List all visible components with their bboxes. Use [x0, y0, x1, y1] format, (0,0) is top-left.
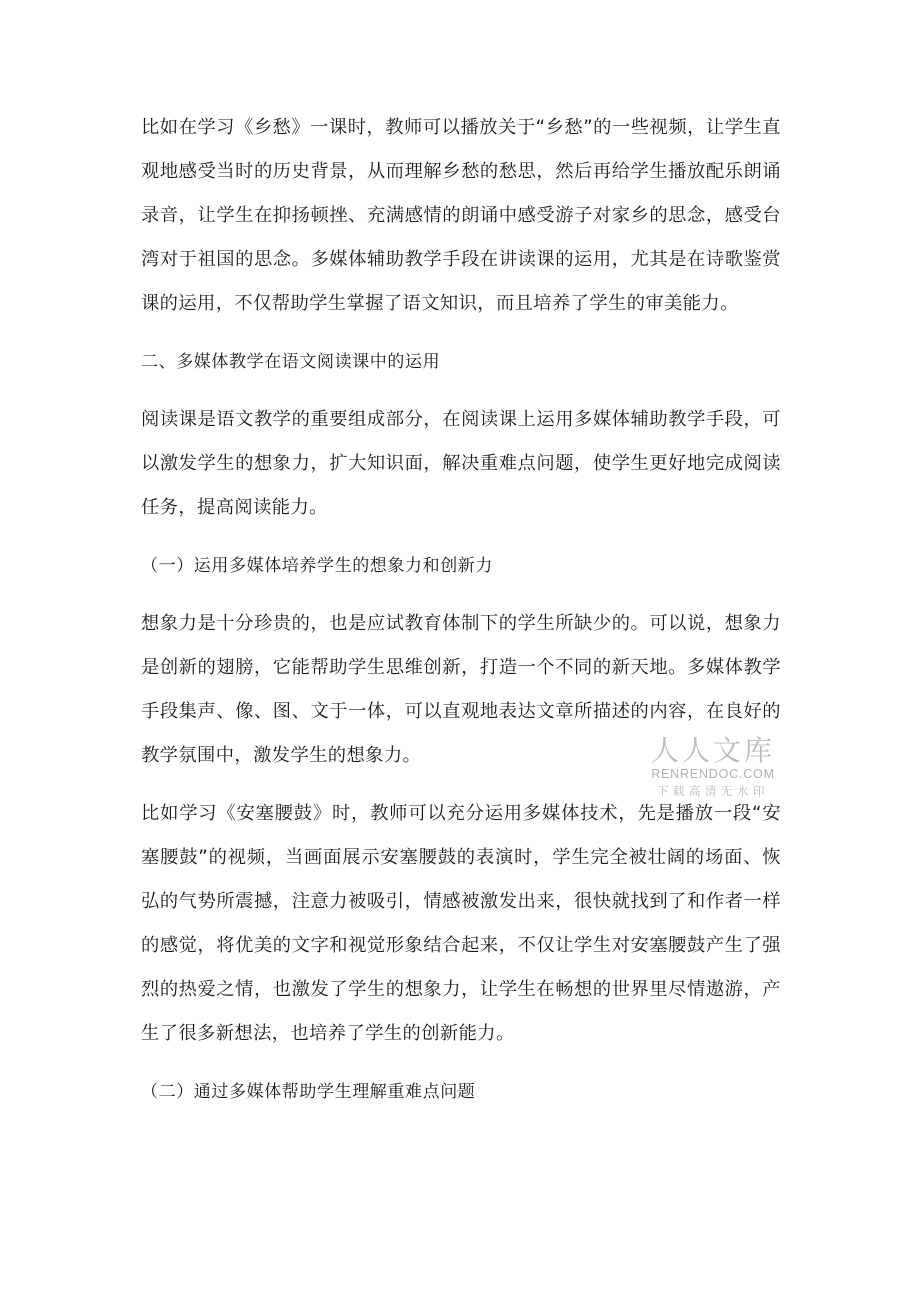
watermark-title: 人人文库 — [650, 734, 775, 767]
watermark — [648, 736, 778, 800]
paragraph-reading-class-intro: 阅读课是语文教学的重要组成部分，在阅读课上运用多媒体辅助教学手段，可以激发学生的想象力，扩大知识面，解决重难点问题，使学生更好地完成阅读任务，提高阅读能力。 — [141, 409, 781, 518]
subsection-heading-imagination: （一）运用多媒体培养学生的想象力和创新力 — [141, 556, 493, 576]
paragraph-xiangchou-example: 比如在学习《乡愁》一课时，教师可以播放关于“乡愁”的一些视频，让学生直观地感受当时的历史背景，从而理解乡愁的愁思，然后再给学生播放配乐朗诵录音，让学生在抑扬顿挫、充满感情的朗诵中感受游子对家乡的思念，感受台湾对于祖国的思念。多媒体辅助教学手段在讲读课的运用，尤其是在诗歌鉴赏课的运用，不仅帮助学生掌握了语文知识，而且培养了学生的审美能力。 — [141, 117, 781, 314]
document-body — [141, 106, 781, 1114]
paragraph-ansai-drum-example: 比如学习《安塞腰鼓》时，教师可以充分运用多媒体技术，先是播放一段“安塞腰鼓”的视频，当画面展示安塞腰鼓的表演时，学生完全被壮阔的场面、恢弘的气势所震撼，注意力被吸引，情感被激发出来，很快就找到了和作者一样的感觉，将优美的文字和视觉形象结合起来，不仅让学生对安塞腰鼓产生了强烈的热爱之情，也激发了学生的想象力，让学生在畅想的世界里尽情遨游，产生了很多新想法，也培养了学生的创新能力。 — [141, 803, 781, 1044]
section-heading-reading-class: 二、多媒体教学在语文阅读课中的运用 — [141, 352, 441, 372]
watermark-slogan: 下载高清无水印 — [657, 784, 769, 798]
paragraph-imagination: 想象力是十分珍贵的，也是应试教育体制下的学生所缺少的。可以说，想象力是创新的翅膀，它能帮助学生思维创新，打造一个不同的新天地。多媒体教学手段集声、像、图、文于一体，可以直观地表达文章所描述的内容，在良好的教学氛围中，激发学生的想象力。 — [141, 613, 781, 766]
subsection-heading-difficult-points: （二）通过多媒体帮助学生理解重难点问题 — [141, 1082, 476, 1102]
watermark-domain: RENRENDOC.COM — [651, 767, 775, 781]
